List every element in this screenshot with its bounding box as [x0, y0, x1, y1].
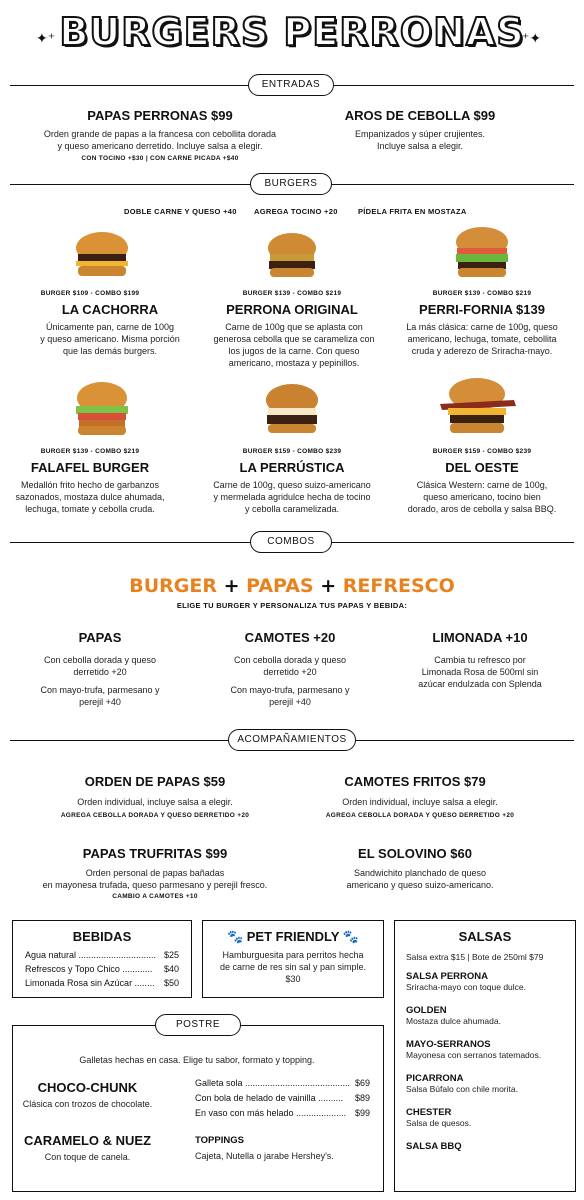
burger-desc: La más clásica: carne de 100g, queso — [406, 322, 558, 332]
burger-desc: y mermelada agridulce hecha de tocino — [213, 492, 371, 502]
burger-price: BURGER $139 - COMBO $219 — [432, 290, 532, 297]
bebidas-title: BEBIDAS — [72, 929, 132, 944]
combo-option-desc: Con cebolla dorada y queso — [43, 655, 157, 665]
side-extra: CAMBIO A CAMOTES +10 — [112, 893, 198, 900]
format-price: $99 — [354, 1108, 370, 1118]
burger-desc: y queso americano. Misma porción — [40, 334, 180, 344]
format-row — [195, 1108, 370, 1118]
page-title: BURGERS PERRONAS — [59, 10, 525, 54]
side-title: EL SOLOVINO $60 — [358, 846, 472, 861]
section-label-acompanamientos: ACOMPAÑAMIENTOS — [228, 729, 356, 751]
burger-desc: generosa cebolla que se carameliza con — [213, 334, 375, 344]
toppings-title: TOPPINGS — [195, 1135, 244, 1146]
bebida-label: Limonada Rosa sin Azúcar ........ — [25, 978, 155, 988]
entrada-extras: CON TOCINO +$30 | CON CARNE PICADA +$40 — [81, 155, 239, 162]
burger-desc: que las demás burgers. — [62, 346, 158, 356]
salsa-name: CHESTER — [406, 1107, 452, 1118]
burger-desc: dorado, aros de cebolla y salsa BBQ. — [407, 504, 557, 514]
burger-price: BURGER $159 - COMBO $239 — [432, 448, 532, 455]
format-price: $89 — [354, 1093, 370, 1103]
burger-image — [442, 224, 522, 282]
salsa-list — [395, 962, 575, 1152]
combo-option-desc: Con cebolla dorada y queso — [233, 655, 347, 665]
entrada-desc: Incluye salsa a elegir. — [376, 141, 464, 151]
combo-option-title: CAMOTES +20 — [244, 630, 336, 645]
paw-icon: 🐾 — [342, 929, 360, 944]
burger-desc: cruda y aderezo de Sriracha-mayo. — [411, 346, 553, 356]
combo-option-title: PAPAS — [78, 630, 122, 645]
bebida-label: Agua natural ............................... — [25, 950, 157, 960]
upgrade-option: AGREGA TOCINO +20 — [254, 207, 338, 216]
salsa-name: PICARRONA — [406, 1073, 464, 1084]
sparkle-icon: ✦⁺ — [36, 30, 56, 46]
burger-desc: Únicamente pan, carne de 100g — [45, 322, 175, 332]
side-desc: Orden individual, incluye salsa a elegir. — [77, 797, 233, 807]
salsa-desc: Salsa de quesos. — [406, 1118, 472, 1128]
bebida-row — [25, 964, 179, 974]
pet-price: $30 — [285, 974, 301, 984]
combo-option-title: LIMONADA +10 — [432, 630, 528, 645]
pet-title-row — [203, 929, 383, 945]
burger-image — [432, 374, 522, 440]
combo-option-desc: Con mayo-trufa, parmesano y — [40, 685, 160, 695]
burger-desc: lechuga, tomate y cebolla cruda. — [25, 504, 155, 514]
burger-desc: Carne de 100g que se aplasta con — [225, 322, 363, 332]
combo-plus: + — [216, 575, 247, 597]
side-title: CAMOTES FRITOS $79 — [344, 774, 486, 789]
burger-price: BURGER $139 - COMBO $219 — [40, 448, 140, 455]
section-label-entradas: ENTRADAS — [248, 74, 334, 96]
salsa-desc: Mayonesa con serranos tatemados. — [406, 1050, 542, 1060]
section-label-burgers: BURGERS — [250, 173, 332, 195]
combo-refresco: REFRESCO — [342, 575, 455, 597]
combo-subtitle: ELIGE TU BURGER Y PERSONALIZA TUS PAPAS Y BEBIDA: — [176, 601, 408, 610]
burger-name: PERRONA ORIGINAL — [226, 302, 358, 317]
burger-desc: y cebolla caramelizada. — [244, 504, 340, 514]
entrada-title: PAPAS PERRONAS $99 — [87, 108, 233, 123]
combo-option-desc: Cambia tu refresco por — [434, 655, 526, 665]
salsa-name: MAYO-SERRANOS — [406, 1039, 491, 1050]
salsa-name: SALSA PERRONA — [406, 971, 488, 982]
entrada-desc: Empanizados y súper crujientes. — [354, 129, 486, 139]
bebida-price: $50 — [163, 978, 179, 988]
sparkle-icon: ⁺✦ — [522, 30, 542, 46]
side-desc: Sandwichito planchado de queso — [353, 868, 487, 878]
burger-desc: Carne de 100g, queso suizo-americano — [213, 480, 371, 490]
pet-desc: Hamburguesita para perritos hecha — [222, 950, 364, 960]
cookie-flavor: CARAMELO & NUEZ — [23, 1133, 152, 1148]
postre-intro: Galletas hechas en casa. Elige tu sabor, formato y topping. — [79, 1055, 315, 1065]
combo-option-desc: derretido +20 — [73, 667, 127, 677]
combo-option-desc: perejil +40 — [269, 697, 311, 707]
combo-option-desc: Con mayo-trufa, parmesano y — [230, 685, 350, 695]
burger-image — [62, 228, 142, 286]
combo-option-desc: Limonada Rosa de 500ml sin — [421, 667, 539, 677]
format-label: Galleta sola .......................................... — [195, 1078, 351, 1088]
upgrade-option: PÍDELA FRITA EN MOSTAZA — [358, 207, 467, 216]
burger-price: BURGER $159 - COMBO $239 — [242, 448, 342, 455]
combo-option-desc: azúcar endulzada con Splenda — [418, 679, 542, 689]
combo-papas: PAPAS — [246, 575, 314, 597]
side-desc: Orden individual, incluye salsa a elegir. — [342, 797, 498, 807]
salsa-desc: Salsa Búfalo con chile morita. — [406, 1084, 518, 1094]
burger-price: BURGER $139 - COMBO $219 — [242, 290, 342, 297]
cookie-flavor-desc: Con toque de canela. — [44, 1152, 131, 1162]
entrada-title: AROS DE CEBOLLA $99 — [344, 108, 496, 123]
cookie-formats — [195, 1078, 370, 1118]
salsa-desc: Sriracha-mayo con toque dulce. — [406, 982, 527, 992]
cookie-flavor: CHOCO-CHUNK — [37, 1080, 138, 1095]
side-title: PAPAS TRUFRITAS $99 — [82, 846, 228, 861]
side-title: ORDEN DE PAPAS $59 — [84, 774, 226, 789]
pet-desc: de carne de res sin sal y pan simple. — [219, 962, 367, 972]
burger-desc: queso americano, tocino bien — [423, 492, 541, 502]
burger-name: LA PERRÚSTICA — [239, 460, 345, 475]
entrada-desc: Orden grande de papas a la francesa con cebollita dorada — [43, 129, 277, 139]
side-extra: AGREGA CEBOLLA DORADA Y QUESO DERRETIDO +20 — [325, 812, 515, 819]
combo-burger: BURGER — [129, 575, 217, 597]
pet-title: PET FRIENDLY — [246, 929, 340, 944]
pet-friendly-box — [202, 920, 384, 998]
side-desc: americano y queso suizo-americano. — [346, 880, 494, 890]
bebida-row — [25, 950, 179, 960]
burger-image — [252, 380, 332, 440]
combo-option-desc: perejil +40 — [79, 697, 121, 707]
cookie-flavor-desc: Clásica con trozos de chocolate. — [22, 1099, 153, 1109]
bebida-row — [25, 978, 179, 988]
bebida-price: $25 — [163, 950, 179, 960]
salsa-desc: Mostaza dulce ahumada. — [406, 1016, 501, 1026]
format-row — [195, 1078, 370, 1088]
combo-option-desc: derretido +20 — [263, 667, 317, 677]
burger-price: BURGER $109 - COMBO $199 — [40, 290, 140, 297]
side-extra: AGREGA CEBOLLA DORADA Y QUESO DERRETIDO +20 — [60, 812, 250, 819]
bebidas-box — [12, 920, 192, 998]
toppings-desc: Cajeta, Nutella o jarabe Hershey's. — [195, 1151, 334, 1161]
combo-headline — [0, 575, 584, 597]
salsas-box — [394, 920, 576, 1192]
burger-name: PERRI-FORNIA $139 — [419, 302, 545, 317]
burger-desc: Clásica Western: carne de 100g, — [416, 480, 548, 490]
salsa-name: SALSA BBQ — [406, 1141, 462, 1152]
burger-desc: Medallón frito hecho de garbanzos — [20, 480, 160, 490]
format-price: $69 — [354, 1078, 370, 1088]
combo-plus: + — [313, 575, 343, 597]
burger-name: LA CACHORRA — [61, 302, 159, 317]
burger-name: FALAFEL BURGER — [30, 460, 150, 475]
burger-image — [62, 378, 142, 440]
burger-desc: los jugos de la carne. Con queso — [228, 346, 360, 356]
burger-desc: americano, lechuga, tomate, cebollita — [407, 334, 557, 344]
salsas-title: SALSAS — [458, 929, 512, 944]
entrada-desc: y queso americano derretido. Incluye salsa a elegir. — [57, 141, 263, 151]
format-row — [195, 1093, 370, 1103]
salsa-name: GOLDEN — [406, 1005, 447, 1016]
burger-desc: sazonados, mostaza dulce ahumada, — [15, 492, 165, 502]
paw-icon: 🐾 — [226, 929, 244, 944]
format-label: En vaso con más helado .................... — [195, 1108, 347, 1118]
bebida-price: $40 — [163, 964, 179, 974]
upgrade-option: DOBLE CARNE Y QUESO +40 — [124, 207, 237, 216]
burger-name: DEL OESTE — [445, 460, 519, 475]
salsas-prices: Salsa extra $15 | Bote de 250ml $79 — [406, 952, 544, 962]
burger-desc: americano, mostaza y pepinillos. — [228, 358, 360, 368]
side-desc: Orden personal de papas bañadas — [85, 868, 225, 878]
burger-image — [252, 228, 332, 286]
format-label: Con bola de helado de vainilla .......... — [195, 1093, 344, 1103]
bebida-label: Refrescos y Topo Chico ............ — [25, 964, 153, 974]
section-label-postre: POSTRE — [155, 1014, 241, 1036]
side-desc: en mayonesa trufada, queso parmesano y perejil fresco. — [42, 880, 268, 890]
section-label-combos: COMBOS — [250, 531, 332, 553]
